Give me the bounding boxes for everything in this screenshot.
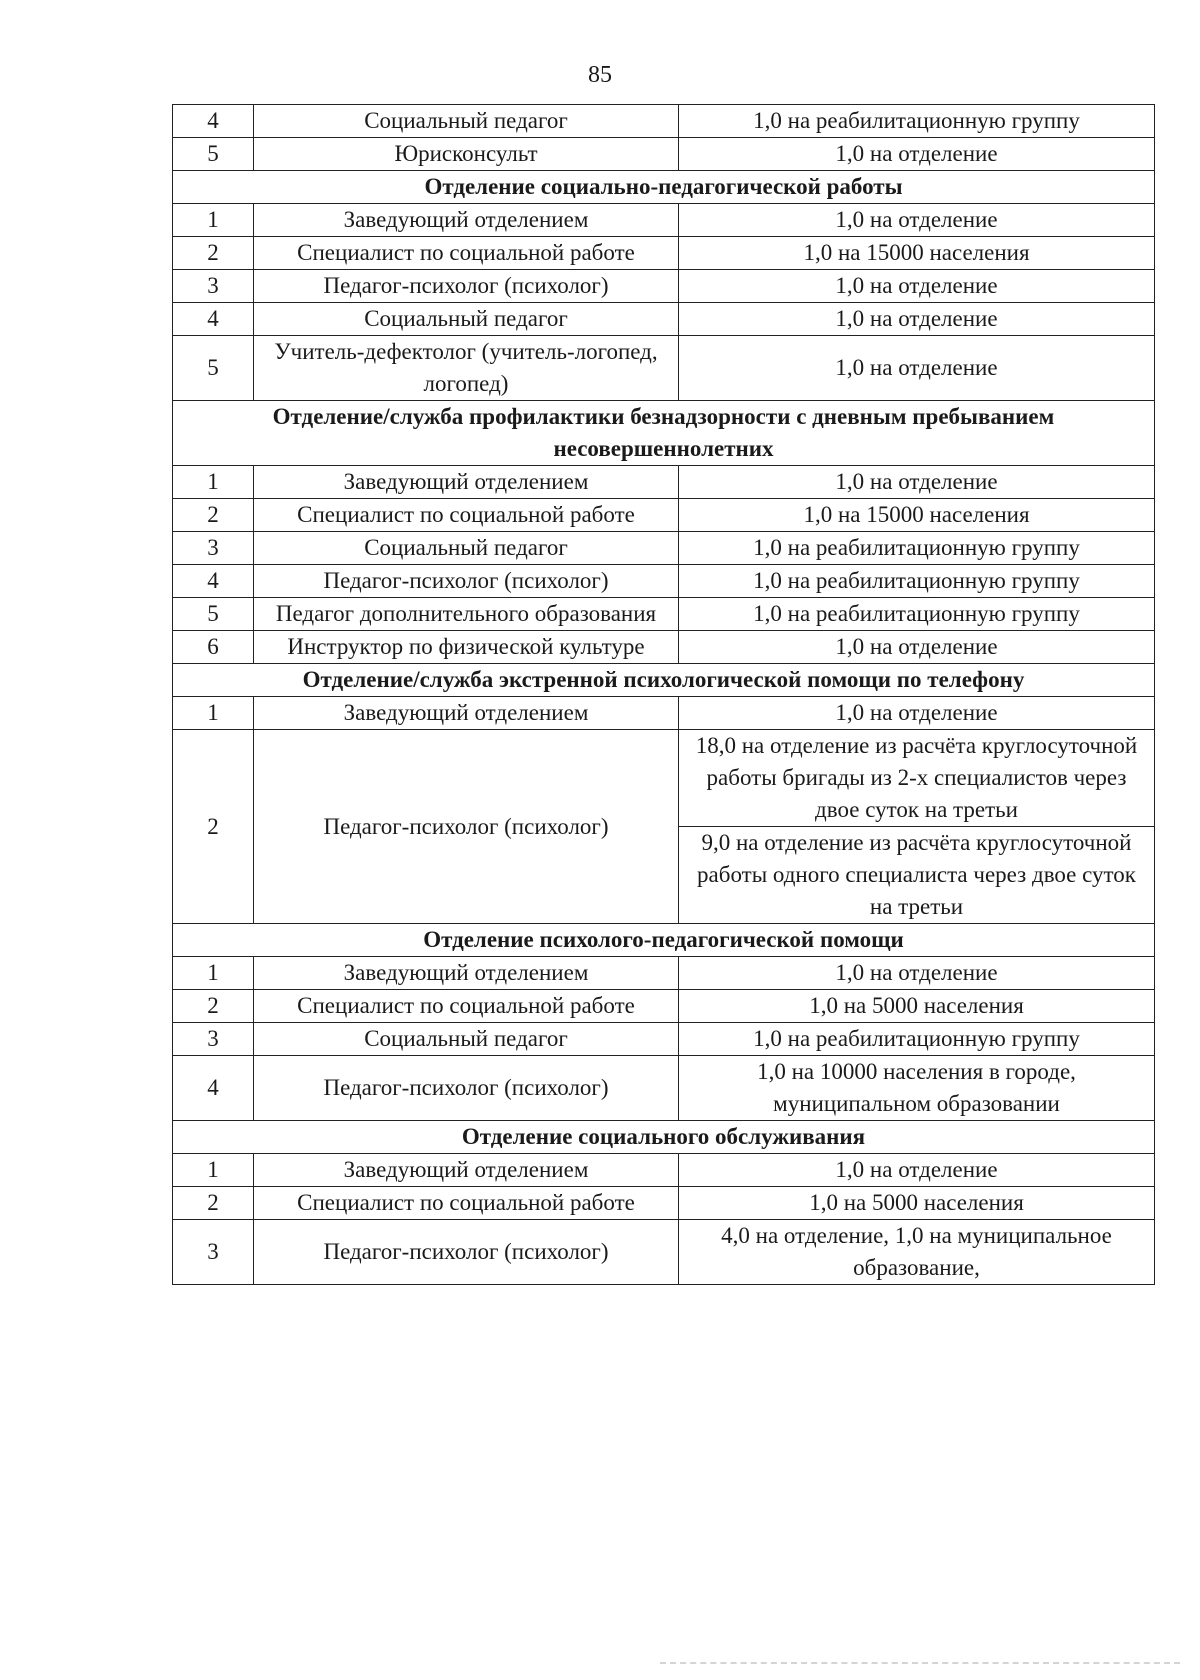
row-number: 4 xyxy=(173,565,254,598)
position-name: Педагог дополнительного образования xyxy=(254,598,679,631)
section-title: Отделение/служба профилактики безнадзорности с дневным пребыванием несовершеннолетних xyxy=(173,401,1155,466)
table-row xyxy=(173,138,1155,171)
staffing-norm: 1,0 на реабилитационную группу xyxy=(679,565,1155,598)
row-number: 2 xyxy=(173,990,254,1023)
staff-norms-table xyxy=(172,104,1155,1285)
table-row xyxy=(173,631,1155,664)
position-name: Заведующий отделением xyxy=(254,466,679,499)
staffing-norm: 1,0 на реабилитационную группу xyxy=(679,532,1155,565)
position-name: Учитель-дефектолог (учитель-логопед, логопед) xyxy=(254,336,679,401)
position-name: Заведующий отделением xyxy=(254,697,679,730)
position-name: Заведующий отделением xyxy=(254,957,679,990)
position-name: Специалист по социальной работе xyxy=(254,1187,679,1220)
section-header-row xyxy=(173,924,1155,957)
row-number: 2 xyxy=(173,237,254,270)
row-number: 3 xyxy=(173,532,254,565)
position-name: Социальный педагог xyxy=(254,105,679,138)
staffing-norm: 1,0 на отделение xyxy=(679,631,1155,664)
row-number: 1 xyxy=(173,957,254,990)
staffing-norm: 4,0 на отделение, 1,0 на муниципальное образование, xyxy=(679,1220,1155,1285)
position-name: Педагог-психолог (психолог) xyxy=(254,565,679,598)
position-name: Юрисконсульт xyxy=(254,138,679,171)
row-number: 3 xyxy=(173,1220,254,1285)
table-row xyxy=(173,270,1155,303)
row-number: 2 xyxy=(173,1187,254,1220)
section-title: Отделение психолого-педагогической помощи xyxy=(173,924,1155,957)
row-number: 2 xyxy=(173,730,254,924)
row-number: 5 xyxy=(173,598,254,631)
row-number: 1 xyxy=(173,697,254,730)
staffing-norm: 1,0 на отделение xyxy=(679,697,1155,730)
position-name: Социальный педагог xyxy=(254,532,679,565)
staffing-norm: 1,0 на отделение xyxy=(679,1154,1155,1187)
row-number: 1 xyxy=(173,204,254,237)
table-row xyxy=(173,105,1155,138)
table-body xyxy=(173,105,1155,1285)
table-row xyxy=(173,1220,1155,1285)
row-number: 5 xyxy=(173,138,254,171)
section-title: Отделение/служба экстренной психологической помощи по телефону xyxy=(173,664,1155,697)
position-name: Инструктор по физической культуре xyxy=(254,631,679,664)
table-row xyxy=(173,990,1155,1023)
staffing-norm: 18,0 на отделение из расчёта круглосуточной работы бригады из 2-х специалистов через двое суток на третьи xyxy=(679,730,1155,827)
table-row xyxy=(173,1154,1155,1187)
staffing-norm: 9,0 на отделение из расчёта круглосуточной работы одного специалиста через двое суток на третьи xyxy=(679,827,1155,924)
staffing-norm: 1,0 на 5000 населения xyxy=(679,990,1155,1023)
staffing-norm: 1,0 на реабилитационную группу xyxy=(679,105,1155,138)
position-name: Педагог-психолог (психолог) xyxy=(254,730,679,924)
section-header-row xyxy=(173,1121,1155,1154)
staffing-norm: 1,0 на отделение xyxy=(679,204,1155,237)
staffing-norm: 1,0 на отделение xyxy=(679,138,1155,171)
table-row xyxy=(173,237,1155,270)
staffing-norm: 1,0 на реабилитационную группу xyxy=(679,1023,1155,1056)
row-number: 6 xyxy=(173,631,254,664)
table-row xyxy=(173,466,1155,499)
position-name: Педагог-психолог (психолог) xyxy=(254,1220,679,1285)
table-row xyxy=(173,598,1155,631)
table-row xyxy=(173,1023,1155,1056)
staffing-norm: 1,0 на отделение xyxy=(679,957,1155,990)
row-number: 3 xyxy=(173,270,254,303)
staffing-norm: 1,0 на 15000 населения xyxy=(679,499,1155,532)
table-row xyxy=(173,565,1155,598)
position-name: Педагог-психолог (психолог) xyxy=(254,270,679,303)
position-name: Специалист по социальной работе xyxy=(254,499,679,532)
table-row xyxy=(173,697,1155,730)
table-row xyxy=(173,336,1155,401)
row-number: 2 xyxy=(173,499,254,532)
row-number: 1 xyxy=(173,1154,254,1187)
section-header-row xyxy=(173,401,1155,466)
position-name: Специалист по социальной работе xyxy=(254,237,679,270)
page-number: 85 xyxy=(588,62,612,88)
position-name: Педагог-психолог (психолог) xyxy=(254,1056,679,1121)
staffing-norm: 1,0 на отделение xyxy=(679,466,1155,499)
staffing-norm: 1,0 на реабилитационную группу xyxy=(679,598,1155,631)
section-header-row xyxy=(173,664,1155,697)
section-title: Отделение социально-педагогической работы xyxy=(173,171,1155,204)
staffing-norm: 1,0 на отделение xyxy=(679,336,1155,401)
position-name: Специалист по социальной работе xyxy=(254,990,679,1023)
section-title: Отделение социального обслуживания xyxy=(173,1121,1155,1154)
row-number: 5 xyxy=(173,336,254,401)
table-row xyxy=(173,957,1155,990)
staffing-norm: 1,0 на 15000 населения xyxy=(679,237,1155,270)
position-name: Заведующий отделением xyxy=(254,1154,679,1187)
table-row xyxy=(173,730,1155,827)
position-name: Социальный педагог xyxy=(254,303,679,336)
position-name: Социальный педагог xyxy=(254,1023,679,1056)
position-name: Заведующий отделением xyxy=(254,204,679,237)
staffing-norm: 1,0 на отделение xyxy=(679,270,1155,303)
table-row xyxy=(173,532,1155,565)
staffing-norm: 1,0 на отделение xyxy=(679,303,1155,336)
row-number: 1 xyxy=(173,466,254,499)
row-number: 4 xyxy=(173,105,254,138)
table-row xyxy=(173,1056,1155,1121)
table-row xyxy=(173,204,1155,237)
table-row xyxy=(173,1187,1155,1220)
staffing-norm: 1,0 на 5000 населения xyxy=(679,1187,1155,1220)
row-number: 4 xyxy=(173,1056,254,1121)
row-number: 3 xyxy=(173,1023,254,1056)
scan-artifact-line xyxy=(660,1662,1180,1666)
table-row xyxy=(173,303,1155,336)
row-number: 4 xyxy=(173,303,254,336)
section-header-row xyxy=(173,171,1155,204)
staffing-norm: 1,0 на 10000 населения в городе, муниципальном образовании xyxy=(679,1056,1155,1121)
table-row xyxy=(173,499,1155,532)
